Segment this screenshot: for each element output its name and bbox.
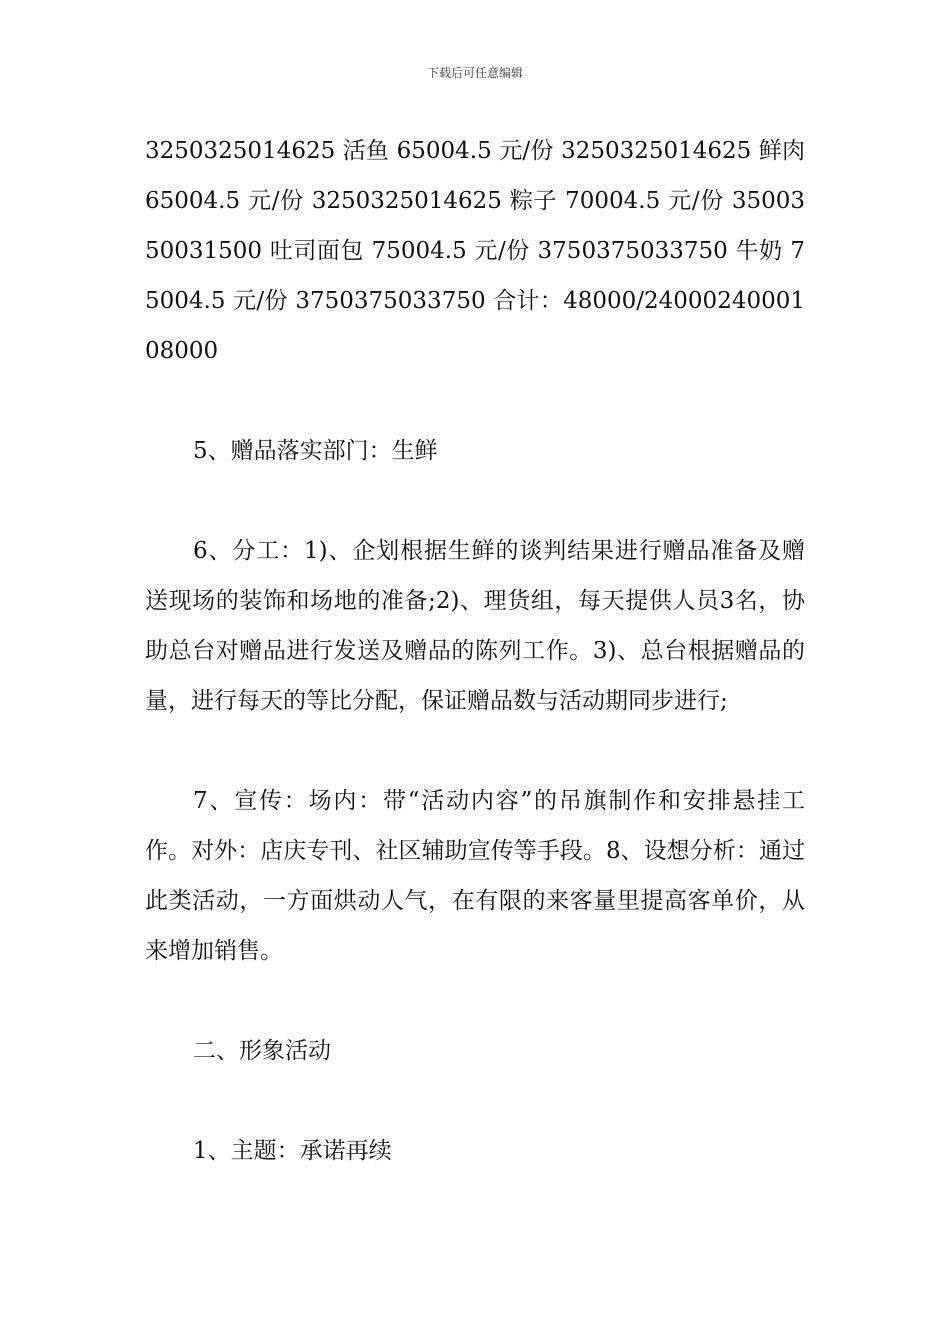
paragraph-spacer [145,1076,805,1126]
paragraph-spacer [145,976,805,1026]
theme-paragraph: 1、主题：承诺再续 [193,1138,392,1164]
division-of-labor-paragraph: 6、分工：1)、企划根据生鲜的谈判结果进行赠品准备及赠送现场的装饰和场地的准备;2)、理货组，每天提供人员3名，协助总台对赠品进行发送及赠品的陈列工作。3)、总台根据赠品的量，进行每天的等比分配，保证赠品数与活动期同步进行; [145,538,805,714]
paragraph-spacer [145,726,805,776]
promotion-paragraph: 7、宣传：场内：带“活动内容”的吊旗制作和安排悬挂工作。对外：店庆专刊、社区辅助宣传等手段。8、设想分析：通过此类活动，一方面烘动人气，在有限的来客量里提高客单价，从来增加销售。 [145,788,805,964]
price-list-paragraph: 3250325014625 活鱼 65004.5 元/份 3250325014625 鲜肉 65004.5 元/份 3250325014625 粽子 70004.5 元/份 3500350031500 吐司面包 75004.5 元/份 3750375033750 牛奶 75004.5 元/份 3750375033750 合计：48000/2400024000108000 [145,138,805,364]
document-body [145,126,805,1176]
gift-department-paragraph: 5、赠品落实部门：生鲜 [193,438,438,464]
section-heading: 二、形象活动 [193,1038,331,1064]
paragraph-spacer [145,376,805,426]
paragraph-spacer [145,476,805,526]
page-header: 下载后可任意编辑 [426,66,523,80]
